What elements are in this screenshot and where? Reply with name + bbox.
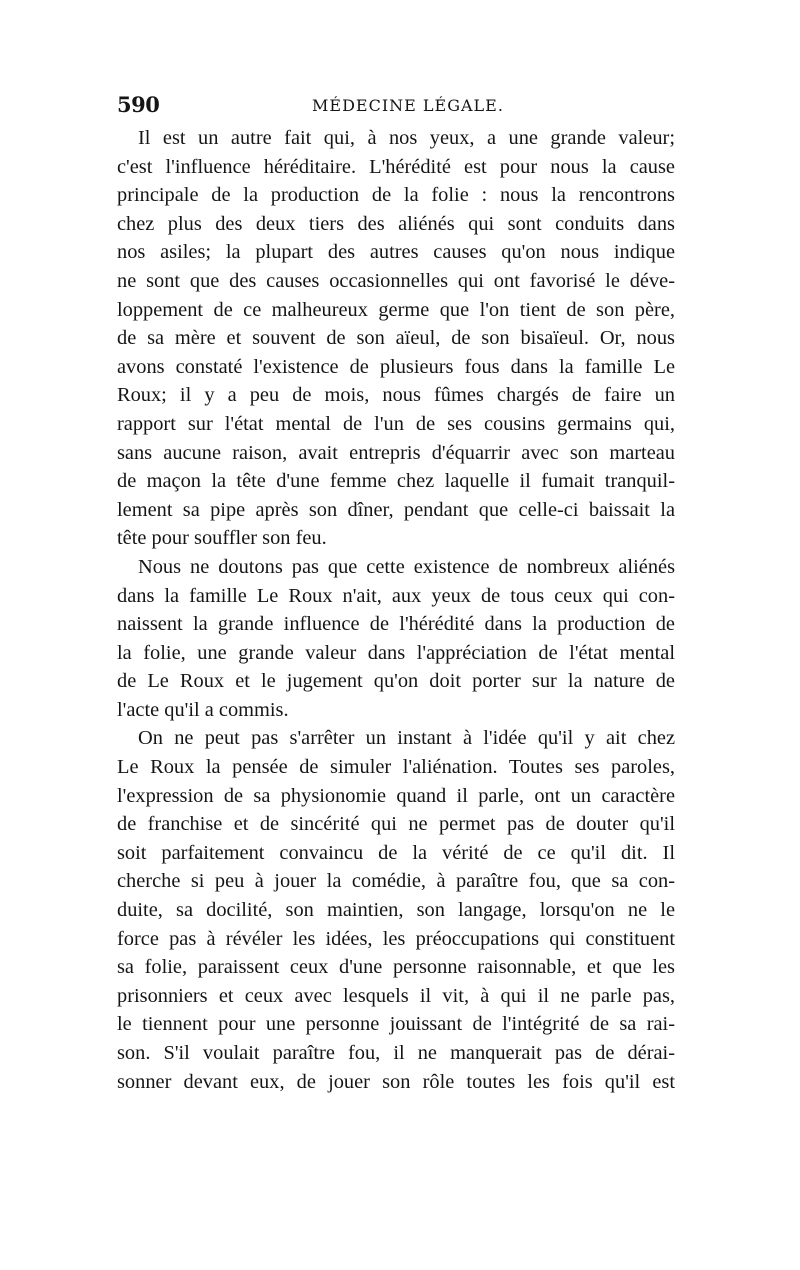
text-line: ne sont que des causes occasionnelles qui ont favorisé le déve- (117, 269, 675, 292)
text-line: dans la famille Le Roux n'ait, aux yeux de tous ceux qui con- (117, 584, 675, 607)
page-number: 590 (117, 92, 160, 117)
text-line: avons constaté l'existence de plusieurs fous dans la famille Le (117, 355, 675, 378)
running-title: MÉDECINE LÉGALE. (312, 96, 504, 115)
text-line: nos asiles; la plupart des autres causes qu'on nous indique (117, 241, 675, 264)
text-line: soit parfaitement convaincu de la vérité de ce qu'il dit. Il (117, 841, 675, 864)
text-line: de Le Roux et le jugement qu'on doit porter sur la nature de (117, 670, 675, 693)
body-text (117, 124, 675, 1096)
text-line: naissent la grande influence de l'hérédité dans la production de (117, 613, 675, 636)
text-line: sans aucune raison, avait entrepris d'équarrir avec son marteau (117, 441, 675, 464)
text-line: la folie, une grande valeur dans l'appréciation de l'état mental (117, 641, 675, 664)
text-line: c'est l'influence héréditaire. L'hérédité est pour nous la cause (117, 155, 675, 178)
text-line: de franchise et de sincérité qui ne permet pas de douter qu'il (117, 813, 675, 836)
text-line: l'acte qu'il a commis. (117, 698, 289, 721)
text-line: rapport sur l'état mental de l'un de ses cousins germains qui, (117, 412, 675, 435)
text-line: Nous ne doutons pas que cette existence de nombreux aliénés (138, 555, 675, 578)
text-line: de sa mère et souvent de son aïeul, de son bisaïeul. Or, nous (117, 327, 675, 350)
text-line: son. S'il voulait paraître fou, il ne manquerait pas de dérai- (117, 1042, 675, 1064)
page-header (117, 92, 675, 122)
text-line: duite, sa docilité, son maintien, son langage, lorsqu'on ne le (117, 899, 675, 922)
text-line: Roux; il y a peu de mois, nous fûmes chargés de faire un (117, 384, 675, 407)
text-line: On ne peut pas s'arrêter un instant à l'idée qu'il y ait chez (138, 727, 675, 750)
text-line: principale de la production de la folie : nous la rencontrons (117, 184, 675, 207)
text-line: cherche si peu à jouer la comédie, à paraître fou, que sa con- (117, 870, 675, 893)
text-line: tête pour souffler son feu. (117, 527, 327, 550)
text-line: force pas à révéler les idées, les préoccupations qui constituent (117, 927, 675, 950)
text-line: loppement de ce malheureux germe que l'on tient de son père, (117, 298, 675, 321)
text-line: sa folie, paraissent ceux d'une personne raisonnable, et que les (117, 956, 675, 979)
text-line: Il est un autre fait qui, à nos yeux, a une grande valeur; (138, 127, 675, 149)
text-line: prisonniers et ceux avec lesquels il vit, à qui il ne parle pas, (117, 984, 675, 1007)
text-line: lement sa pipe après son dîner, pendant que celle-ci baissait la (117, 498, 675, 521)
text-line: de maçon la tête d'une femme chez laquelle il fumait tranquil- (117, 470, 675, 493)
text-line: le tiennent pour une personne jouissant de l'intégrité de sa rai- (117, 1013, 675, 1036)
text-line: Le Roux la pensée de simuler l'aliénation. Toutes ses paroles, (117, 756, 675, 779)
text-line: sonner devant eux, de jouer son rôle toutes les fois qu'il est (117, 1070, 675, 1093)
text-line: l'expression de sa physionomie quand il parle, ont un caractère (117, 784, 675, 807)
text-line: chez plus des deux tiers des aliénés qui sont conduits dans (117, 212, 675, 235)
